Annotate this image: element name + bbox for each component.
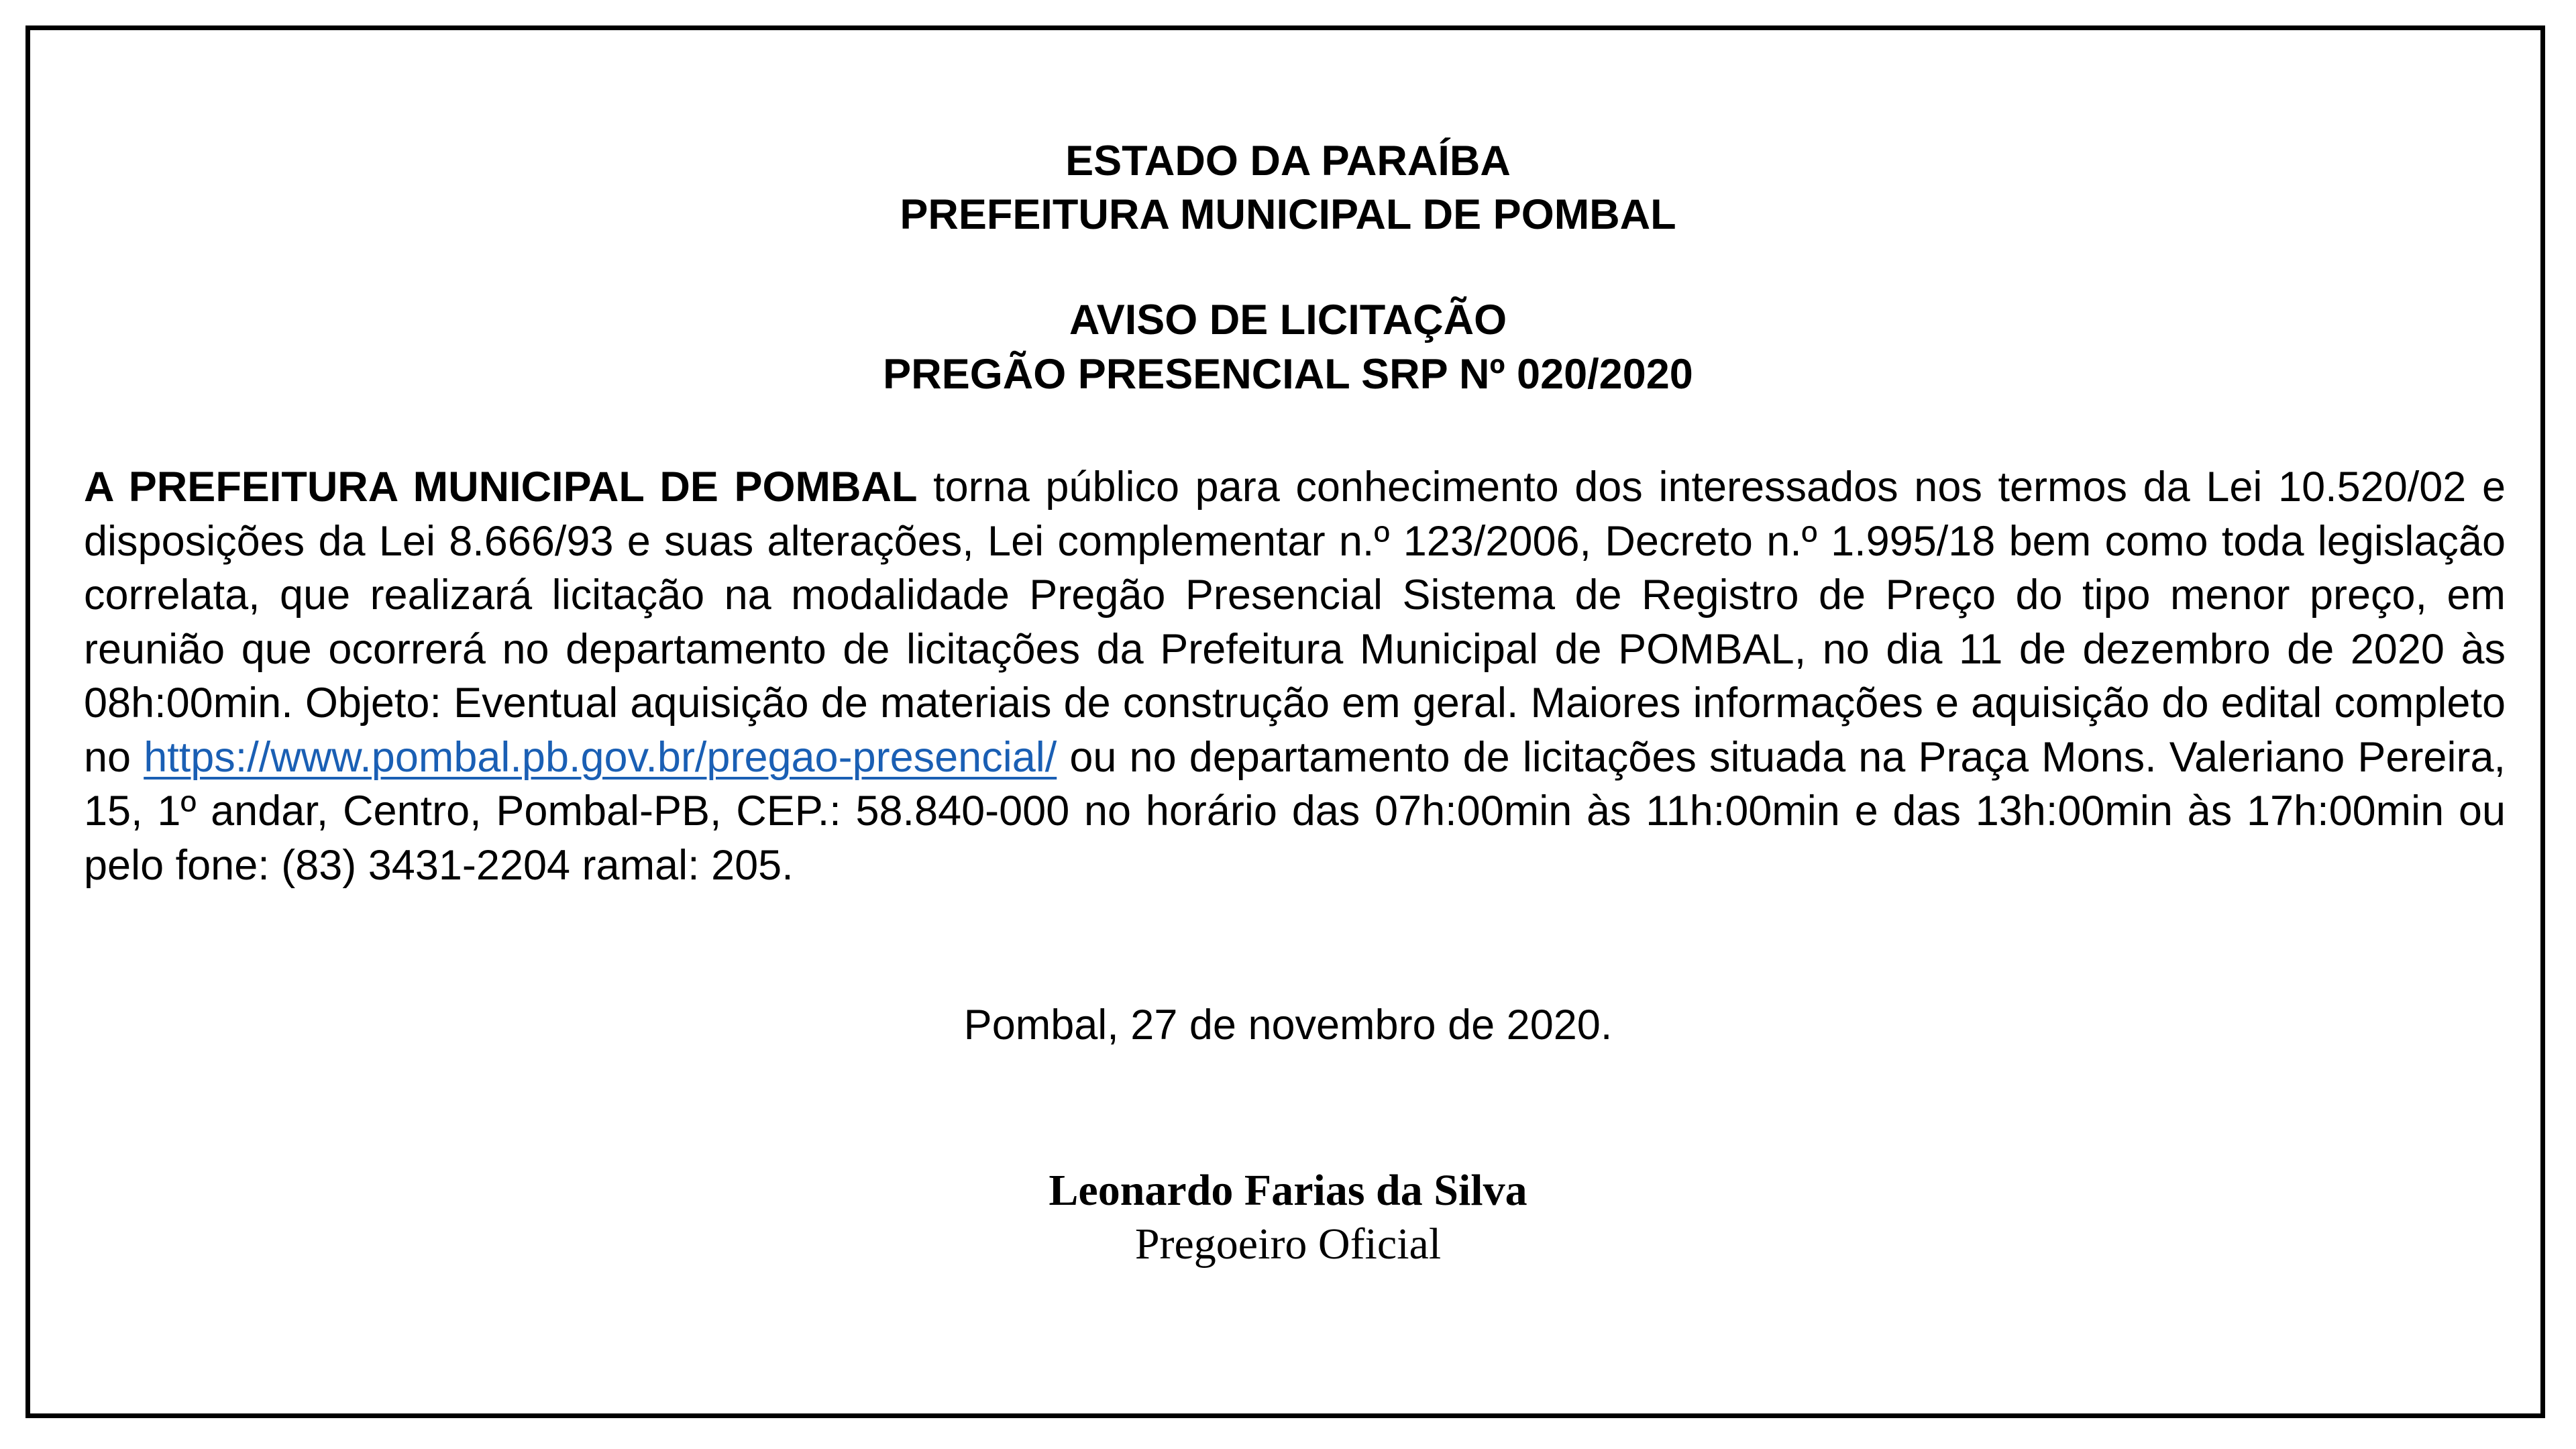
signer-name: Leonardo Farias da Silva [1049, 1166, 1527, 1215]
process-number: PREGÃO PRESENCIAL SRP Nº 020/2020 [883, 351, 1693, 398]
municipality-heading: PREFEITURA MUNICIPAL DE POMBAL [900, 191, 1676, 238]
body-text-after-link: ou no departamento de licitações situada na Praça Mons. Valeriano Pereira, 15, 1º andar, Centro, Pombal-PB, CEP.: 58.840-000 no horário das 07h:00min às 11h:00min e das 13h:00min às 17h:00min ou pelo fone: (83) 3431-2204 ramal: 205. [84, 733, 2506, 889]
notice-title: AVISO DE LICITAÇÃO [1069, 297, 1507, 343]
edital-link[interactable]: https://www.pombal.pb.gov.br/pregao-presencial/ [144, 733, 1057, 781]
body-lead: A PREFEITURA MUNICIPAL DE POMBAL [84, 464, 918, 511]
date-line: Pombal, 27 de novembro de 2020. [963, 1002, 1613, 1049]
notice-body [84, 460, 2506, 892]
signer-role: Pregoeiro Oficial [1134, 1220, 1442, 1269]
state-heading: ESTADO DA PARAÍBA [1065, 138, 1511, 184]
body-text-before-link: torna público para conhecimento dos interessados nos termos da Lei 10.520/02 e disposições da Lei 8.666/93 e suas alterações, Lei complementar n.º 123/2006, Decreto n.º 1.995/18 bem como toda legislação correlata, que realizará licitação na modalidade Pregão Presencial Sistema de Registro de Preço do tipo menor preço, em reunião que ocorrerá no departamento de licitações da Prefeitura Municipal de POMBAL, no dia 11 de dezembro de 2020 às 08h:00min. Objeto: Eventual aquisição de materiais de construção em geral. Maiores informações e aquisição do edital completo no [84, 464, 2506, 781]
